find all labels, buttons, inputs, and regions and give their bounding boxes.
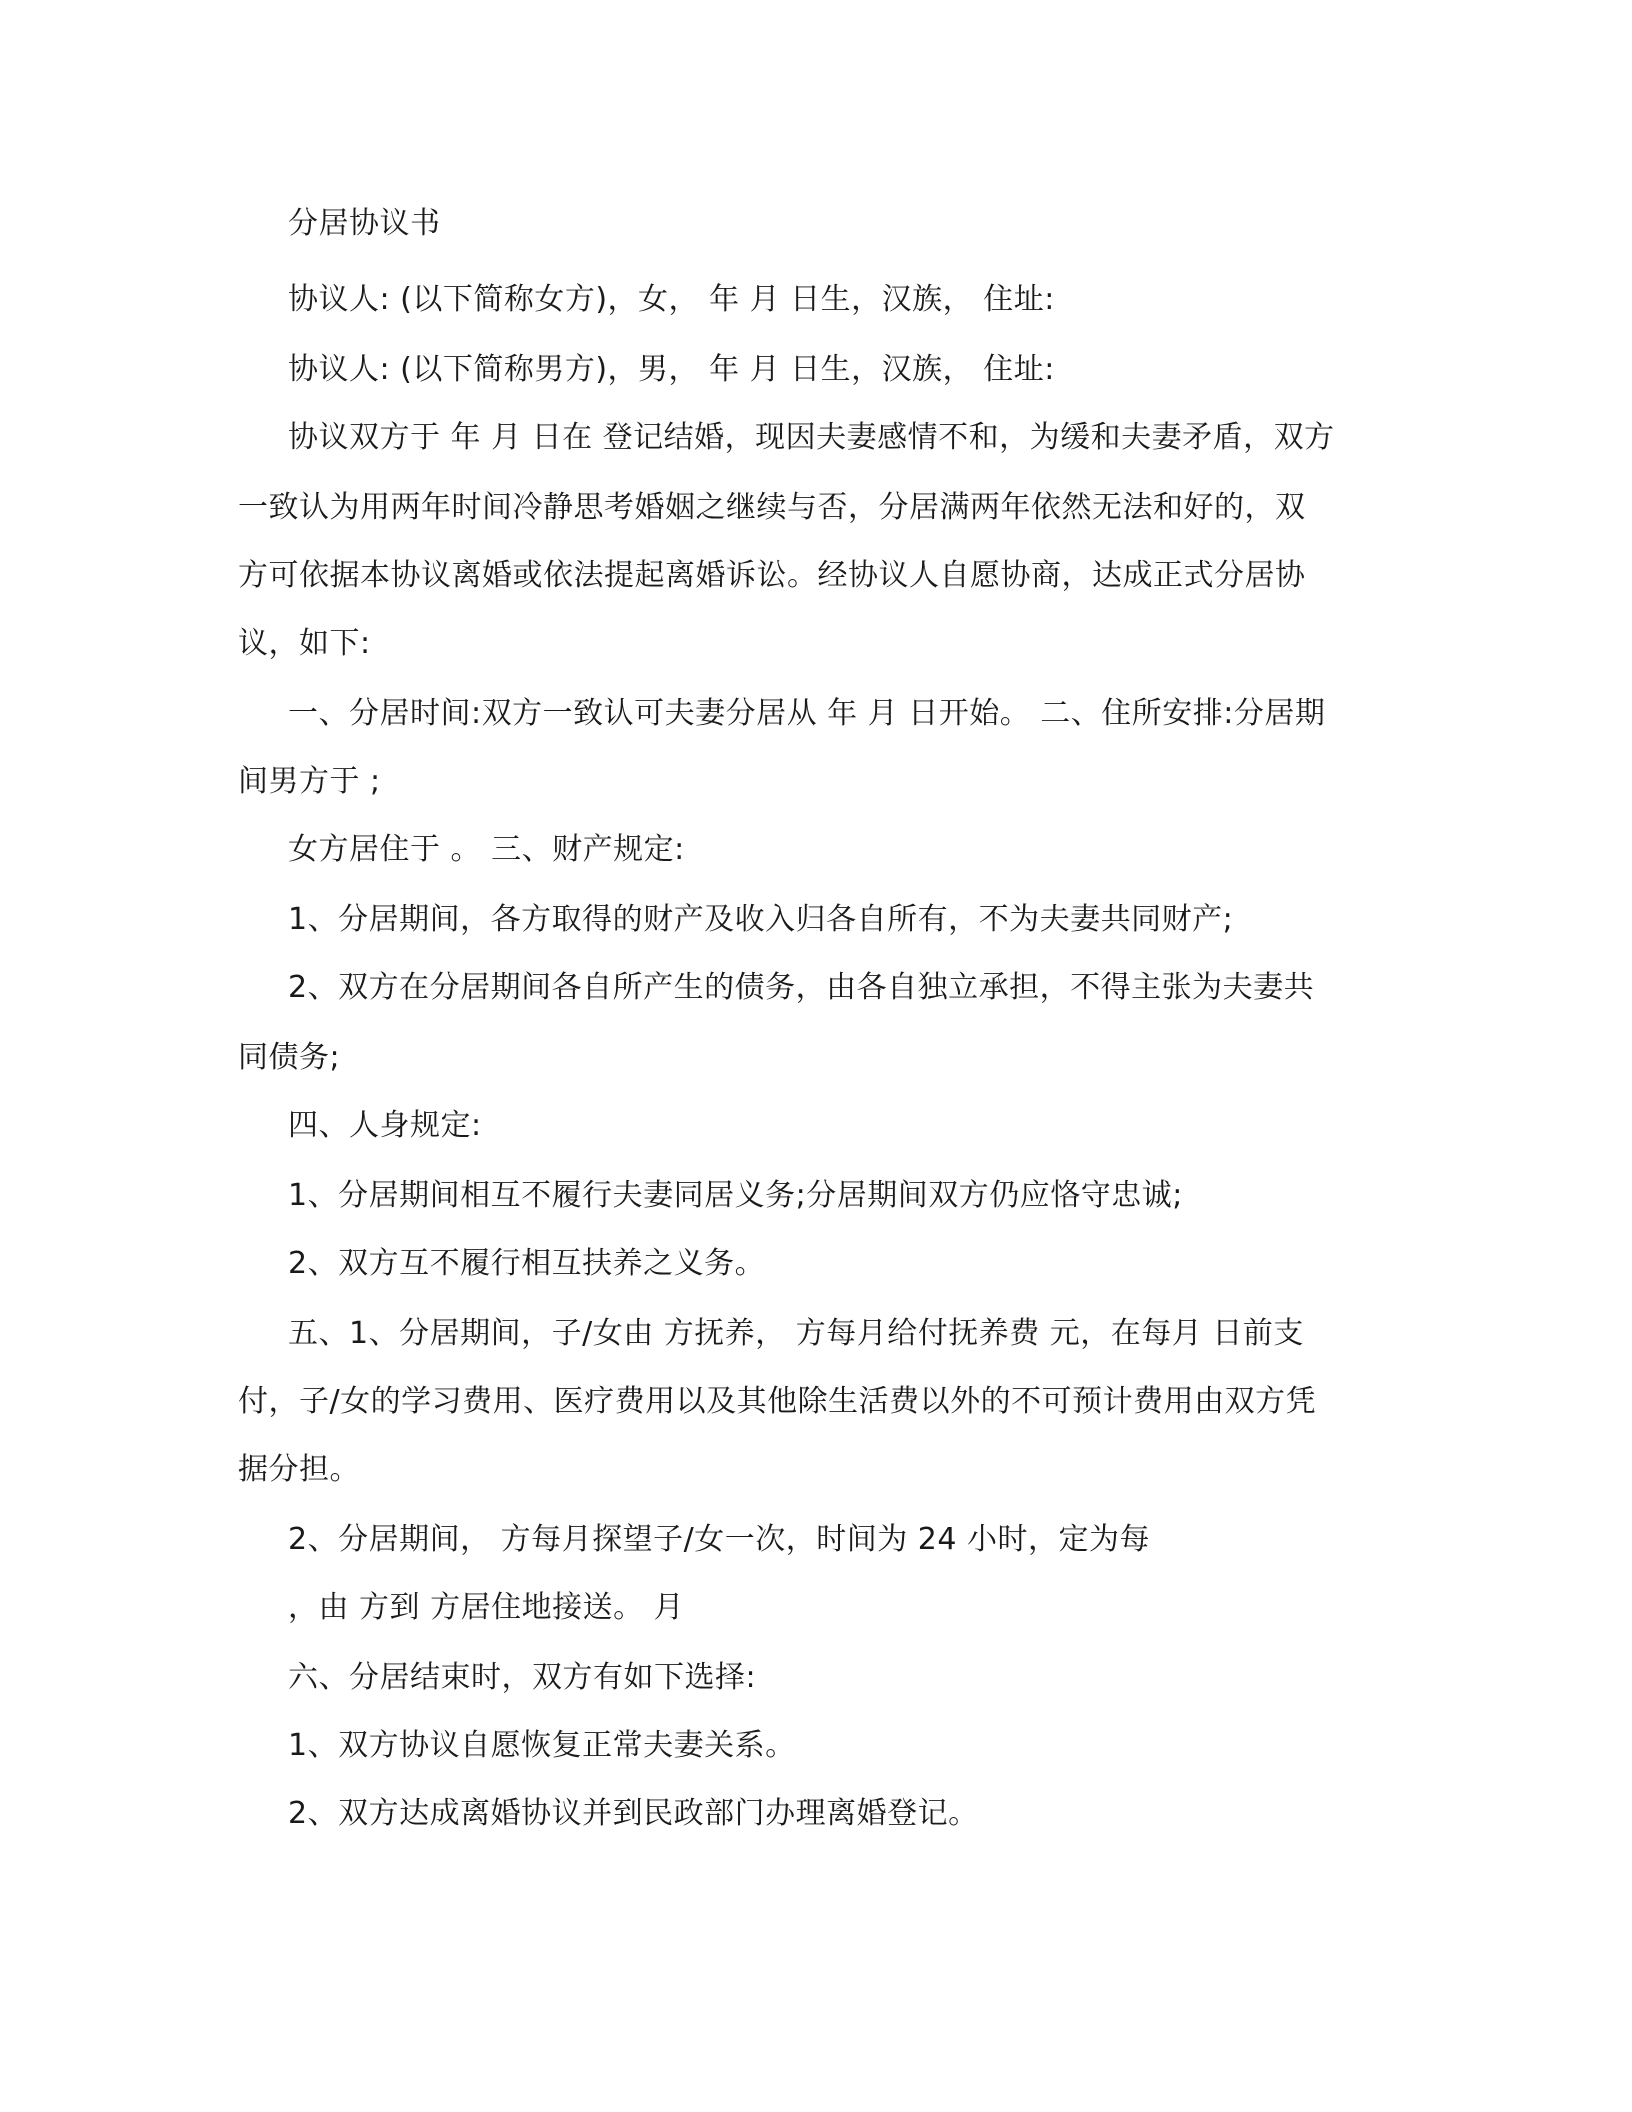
paragraph-line: ，由 方到 方居住地接送。 月	[288, 1590, 685, 1625]
paragraph-line: 2、分居期间， 方每月探望子/女一次，时间为 24 小时，定为每	[288, 1522, 1150, 1557]
paragraph-line: 五、1、分居期间，子/女由 方抚养， 方每月给付抚养费 元，在每月 日前支	[288, 1316, 1304, 1351]
paragraph-line: 1、分居期间，各方取得的财产及收入归各自所有，不为夫妻共同财产;	[288, 902, 1234, 937]
section-heading: 六、分居结束时，双方有如下选择:	[288, 1660, 757, 1695]
paragraph-line: 一致认为用两年时间冷静思考婚姻之继续与否，分居满两年依然无法和好的，双	[238, 490, 1306, 525]
paragraph-line: 一、分居时间:双方一致认可夫妻分居从 年 月 日开始。 二、住所安排:分居期	[288, 696, 1326, 731]
paragraph-line: 间男方于 ;	[238, 764, 381, 799]
paragraph-line: 2、双方达成离婚协议并到民政部门办理离婚登记。	[288, 1796, 979, 1831]
paragraph-line: 1、分居期间相互不履行夫妻同居义务;分居期间双方仍应恪守忠诚;	[288, 1178, 1183, 1213]
paragraph-line: 同债务;	[238, 1040, 341, 1075]
paragraph-line: 付，子/女的学习费用、医疗费用以及其他除生活费以外的不可预计费用由双方凭	[238, 1384, 1317, 1419]
paragraph-line: 1、双方协议自愿恢复正常夫妻关系。	[288, 1728, 796, 1763]
paragraph-line: 协议人: (以下简称女方)，女， 年 月 日生，汉族， 住址:	[288, 282, 1055, 317]
paragraph-line: 议，如下:	[238, 626, 371, 661]
document-title: 分居协议书	[288, 206, 441, 241]
paragraph-line: 方可依据本协议离婚或依法提起离婚诉讼。经协议人自愿协商，达成正式分居协	[238, 558, 1306, 593]
paragraph-line: 据分担。	[238, 1452, 360, 1487]
paragraph-line: 协议人: (以下简称男方)，男， 年 月 日生，汉族， 住址:	[288, 352, 1055, 387]
paragraph-line: 女方居住于 。 三、财产规定:	[288, 832, 685, 867]
paragraph-line: 2、双方在分居期间各自所产生的债务，由各自独立承担，不得主张为夫妻共	[288, 970, 1315, 1005]
section-heading: 四、人身规定:	[288, 1108, 482, 1143]
paragraph-line: 协议双方于 年 月 日在 登记结婚，现因夫妻感情不和，为缓和夫妻矛盾，双方	[288, 420, 1335, 455]
paragraph-line: 2、双方互不履行相互扶养之义务。	[288, 1246, 766, 1281]
